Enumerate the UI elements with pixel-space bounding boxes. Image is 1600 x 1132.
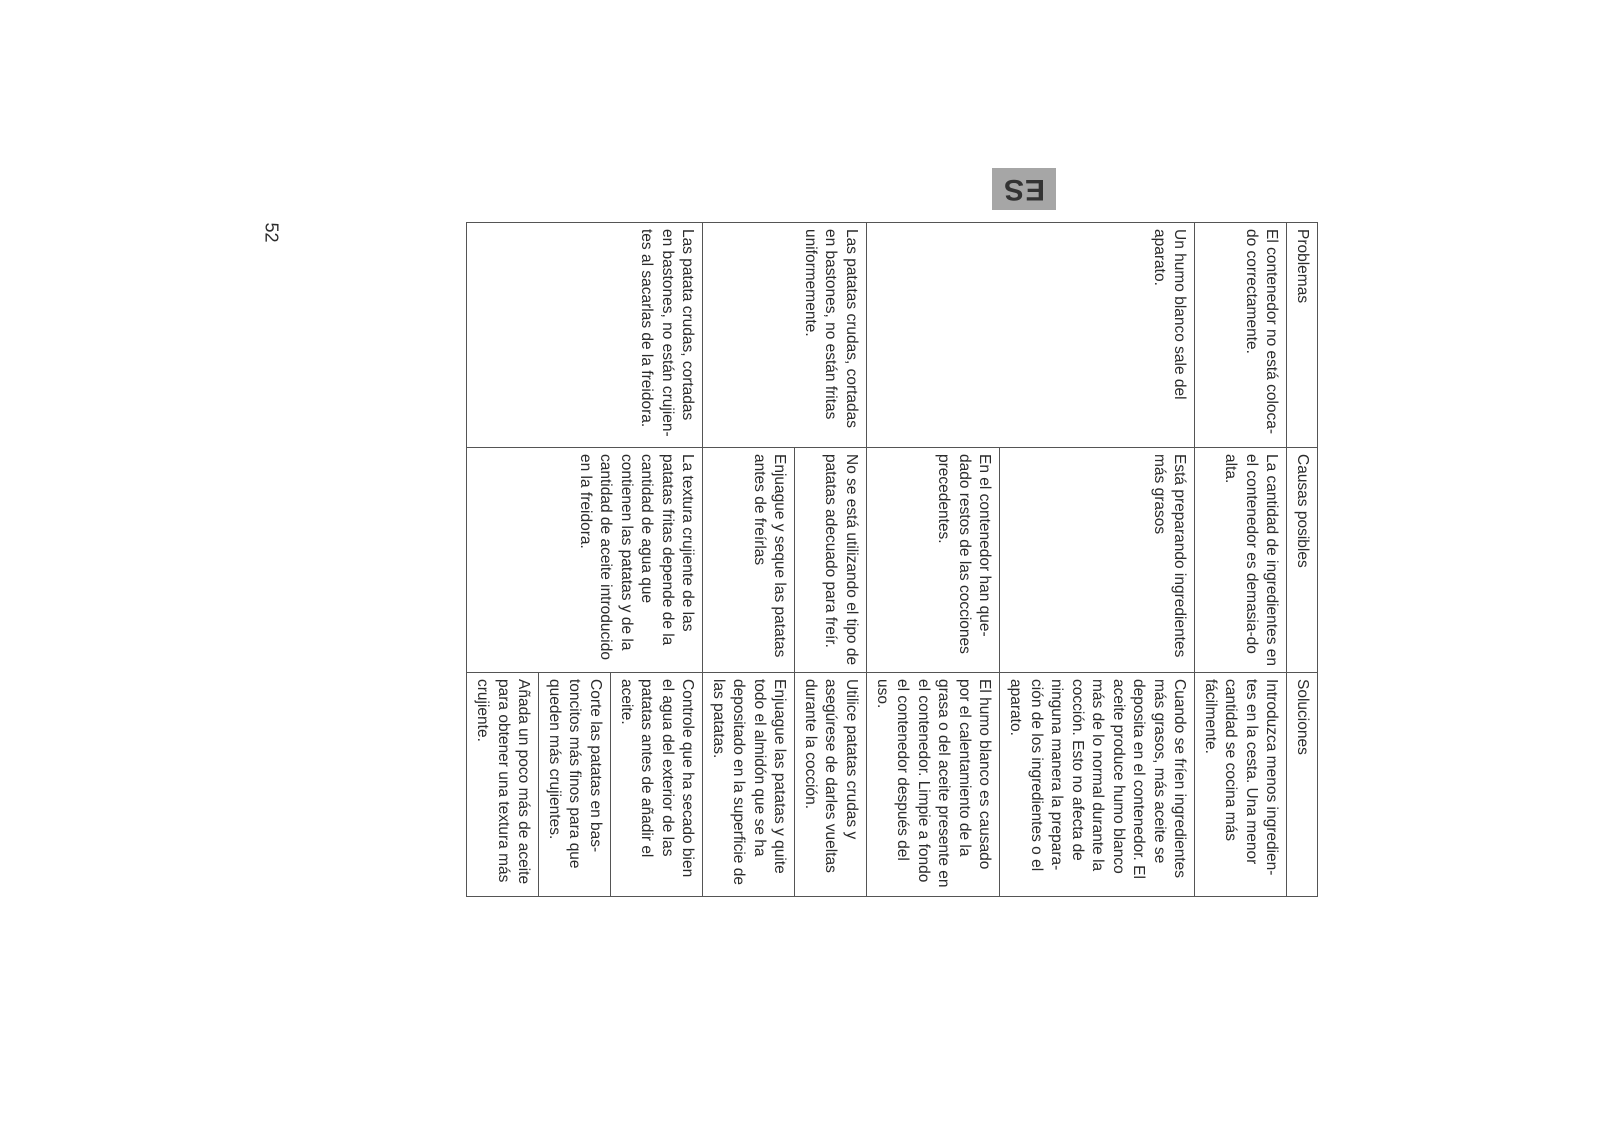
- solution-cell: Utilice patatas crudas y asegúrese de darles vueltas durante la cocción.: [795, 673, 867, 897]
- problem-cell: Las patatas crudas, cortadas en bastones, no están fritas uniformemente.: [703, 223, 867, 448]
- language-badge: [992, 168, 1056, 210]
- problem-cell: Las patata crudas, cortadas en bastones, no están crujien-tes al sacarlas de la freidora.: [467, 223, 703, 448]
- solution-cell: Introduzca menos ingredien-tes en la cesta. Una menor cantidad se cocina más fácilmente.: [1195, 673, 1287, 897]
- troubleshooting-table-container: [466, 222, 1318, 896]
- header-causes: Causas posibles: [1287, 448, 1318, 673]
- solution-cell: Corte las patatas en bas-toncitos más finos para que queden más crujientes.: [539, 673, 611, 897]
- cause-cell: En el contenedor han que-dado restos de las cocciones precedentes.: [866, 448, 999, 673]
- solution-cell: El humo blanco es causado por el calentamiento de la grasa o del aceite presente en el contenedor. Limpie a fondo el contenedor después del uso.: [866, 673, 999, 897]
- header-problems: Problemas: [1287, 223, 1318, 448]
- solution-cell: Añada un poco más de aceite para obtener una textura más crujiente.: [467, 673, 539, 897]
- table-row: [1195, 223, 1287, 897]
- table-header-row: [1287, 223, 1318, 897]
- header-solutions: Soluciones: [1287, 673, 1318, 897]
- solution-cell: Enjuague las patatas y quite todo el almidón que se ha depositado en la superficie de las patatas.: [703, 673, 795, 897]
- table-row: [1000, 223, 1195, 897]
- troubleshooting-table: [466, 222, 1318, 897]
- problem-cell: El contenedor no está coloca-do correctamente.: [1195, 223, 1287, 448]
- solution-cell: Controle que ha secado bien el agua del exterior de las patatas antes de añadir el aceite.: [610, 673, 702, 897]
- page-number: 52: [261, 222, 282, 243]
- cause-cell: No se está utilizando el tipo de patatas adecuado para freír.: [795, 448, 867, 673]
- cause-cell: La textura crujiente de las patatas fritas depende de la cantidad de agua que contienen las patatas y de la cantidad de aceite introducido en la freidora.: [467, 448, 703, 673]
- cause-cell: Enjuague y seque las patatas antes de freírlas: [703, 448, 795, 673]
- table-row: [795, 223, 867, 897]
- language-badge-label: ES: [1002, 173, 1046, 206]
- problem-cell: Un humo blanco sale del aparato.: [866, 223, 1194, 448]
- cause-cell: La cantidad de ingredientes en el contenedor es demasia-do alta.: [1195, 448, 1287, 673]
- cause-cell: Está preparando ingredientes más grasos: [1000, 448, 1195, 673]
- solution-cell: Cuando se fríen ingredientes más grasos, más aceite se deposita en el contenedor. El aceite produce humo blanco más de lo normal durante la cocción. Esto no afecta de ninguna manera la prepara-ción de los ingredientes o el aparato.: [1000, 673, 1195, 897]
- table-row: [610, 223, 702, 897]
